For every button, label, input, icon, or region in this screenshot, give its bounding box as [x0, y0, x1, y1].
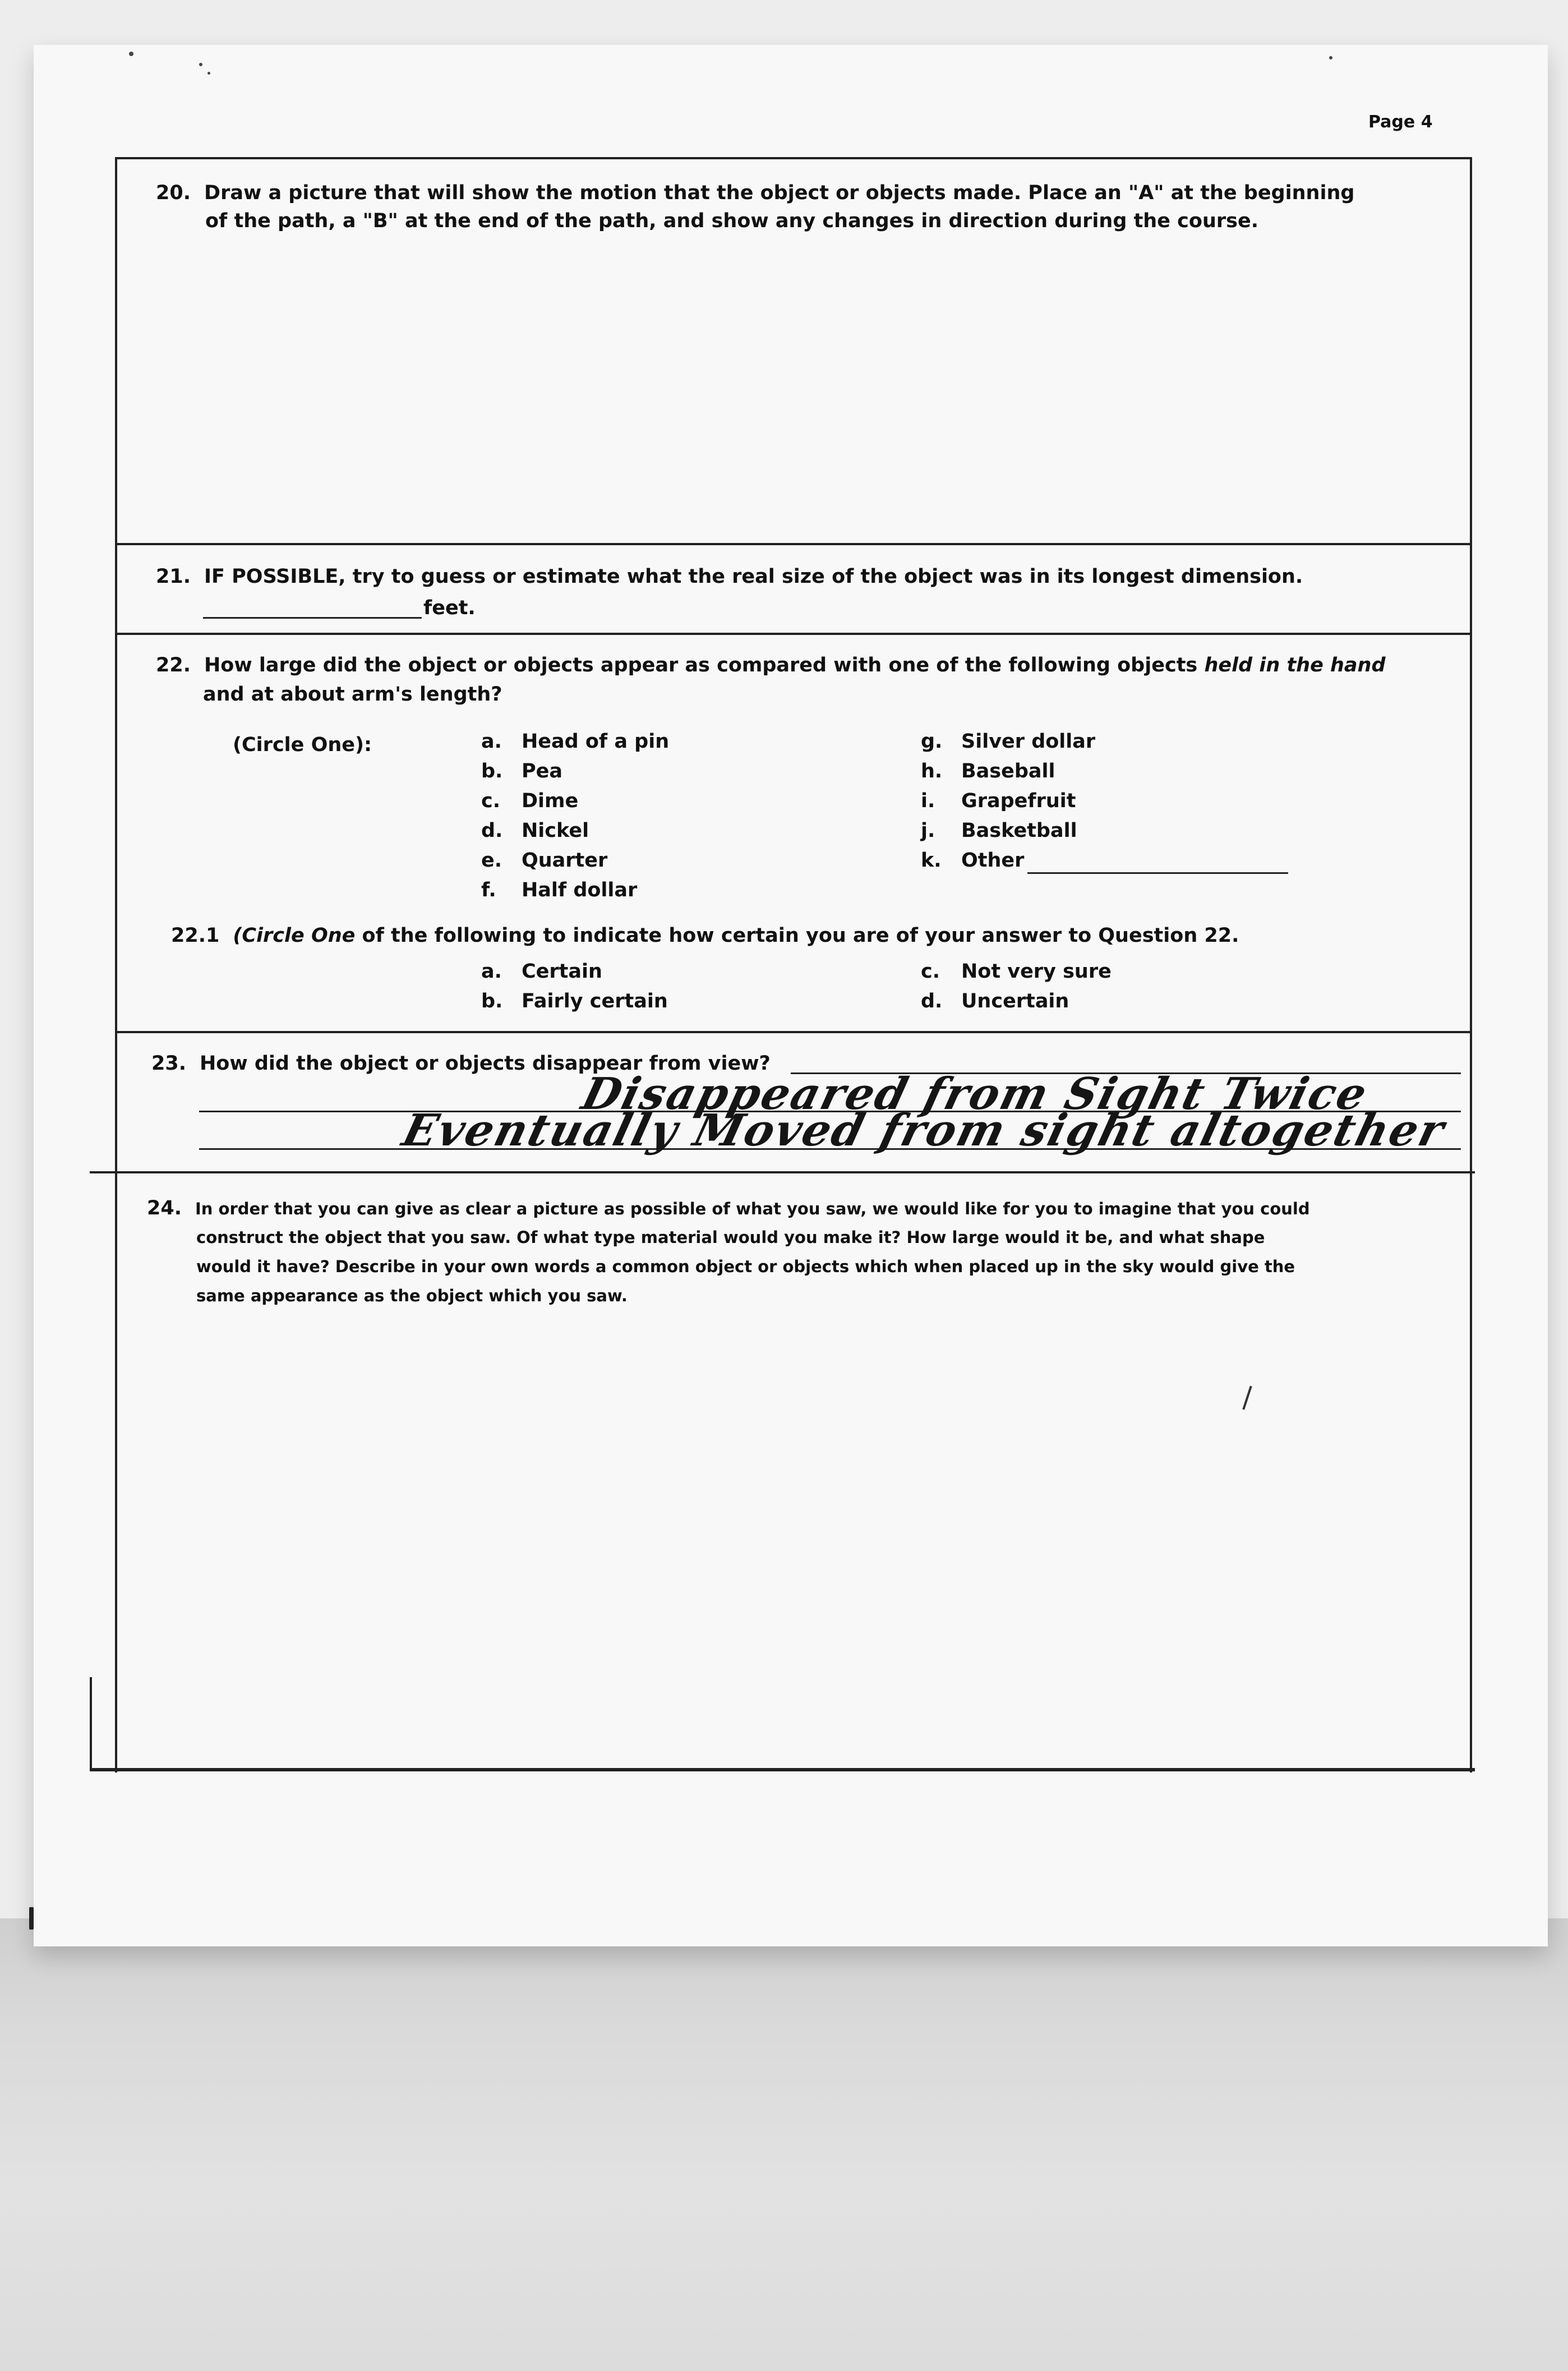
q22-1-number: 22.1: [171, 924, 220, 947]
divider-q20-q21: [115, 543, 1472, 545]
q22-option-j[interactable]: j. Basketball: [921, 820, 1077, 842]
dust-speck: [129, 52, 133, 56]
q21-number: 21.: [156, 565, 191, 588]
frame-bottom-border: [90, 1768, 1475, 1771]
q22-option-e[interactable]: e. Quarter: [481, 849, 608, 872]
q22-1-question: of the following to indicate how certain you are of your answer to Question 22.: [355, 924, 1239, 947]
q22-option-i[interactable]: i. Grapefruit: [921, 790, 1076, 812]
q22-option-g[interactable]: g. Silver dollar: [921, 730, 1096, 753]
q22-text-line2: and at about arm's length?: [203, 683, 502, 706]
dust-speck: [207, 72, 210, 75]
q22-line1-emphasis: held in the hand: [1204, 654, 1386, 676]
q21-text: [156, 562, 1303, 591]
q21-size-input-line[interactable]: [203, 617, 422, 619]
q24-text-line4: same appearance as the object which you saw.: [196, 1286, 628, 1305]
q23-question: How did the object or objects disappear from view?: [200, 1052, 771, 1075]
q22-circle-instruction: (Circle One):: [233, 734, 372, 756]
q20-number: 20.: [156, 182, 191, 204]
divider-q22-q23: [115, 1031, 1472, 1033]
dust-speck: [1329, 56, 1332, 59]
q24-line1: In order that you can give as clear a picture as possible of what you saw, we would like for you to imagine that you could: [195, 1199, 1310, 1218]
q22-1-option-c[interactable]: c. Not very sure: [921, 960, 1112, 983]
q22-option-a[interactable]: a. Head of a pin: [481, 730, 670, 753]
q22-number: 22.: [156, 654, 191, 676]
q22-other-input-line[interactable]: [1027, 872, 1288, 874]
q22-option-f[interactable]: f. Half dollar: [481, 879, 638, 901]
q24-text-line3: would it have? Describe in your own words a common object or objects which when placed up in the sky would give the: [196, 1257, 1295, 1276]
q22-option-b[interactable]: b. Pea: [481, 760, 563, 782]
q22-option-d[interactable]: d. Nickel: [481, 820, 589, 842]
q24-text-line1: [147, 1194, 1310, 1223]
q22-1-option-d[interactable]: d. Uncertain: [921, 990, 1069, 1012]
q22-text-line1: [156, 651, 1386, 680]
q24-text-line2: construct the object that you saw. Of what type material would you make it? How large would it be, and what shape: [196, 1228, 1265, 1247]
q20-text-line2: of the path, a "B" at the end of the path, and show any changes in direction during the course.: [205, 210, 1258, 232]
q22-line1-a: How large did the object or objects appear as compared with one of the following objects: [204, 654, 1205, 676]
q23-number: 23.: [151, 1052, 187, 1075]
page-number: Page 4: [1368, 112, 1433, 132]
frame-left-extension: [90, 1677, 92, 1770]
q24-number: 24.: [147, 1197, 182, 1219]
q21-unit: feet.: [423, 597, 476, 619]
film-edge-mark: [29, 1907, 34, 1930]
q20-line1: Draw a picture that will show the motion that the object or objects made. Place an "A" at the beginning: [204, 182, 1355, 204]
q22-option-k[interactable]: k. Other: [921, 849, 1025, 872]
dust-speck: [199, 63, 202, 66]
q22-1-option-a[interactable]: a. Certain: [481, 960, 602, 983]
q22-1-option-b[interactable]: b. Fairly certain: [481, 990, 668, 1012]
scan-background: [0, 1918, 1568, 2371]
q24-answer-area[interactable]: [121, 1318, 1466, 1756]
q22-1-text: [171, 921, 1239, 950]
q22-option-c[interactable]: c. Dime: [481, 790, 579, 812]
q22-option-h[interactable]: h. Baseball: [921, 760, 1055, 782]
q20-drawing-area[interactable]: [121, 241, 1466, 538]
divider-q23-q24: [90, 1171, 1475, 1173]
q20-text-line1: [156, 178, 1354, 208]
q23-handwritten-answer-line2[interactable]: Eventually Moved from sight altogether: [397, 1105, 1451, 1156]
q21-question: IF POSSIBLE, try to guess or estimate what the real size of the object was in its longest dimension.: [204, 565, 1303, 588]
q23-handwritten-answer-line1[interactable]: Disappeared from Sight Twice: [577, 1069, 1373, 1120]
q22-1-emphasis: (Circle One: [233, 924, 356, 947]
divider-q21-q22: [115, 633, 1472, 635]
